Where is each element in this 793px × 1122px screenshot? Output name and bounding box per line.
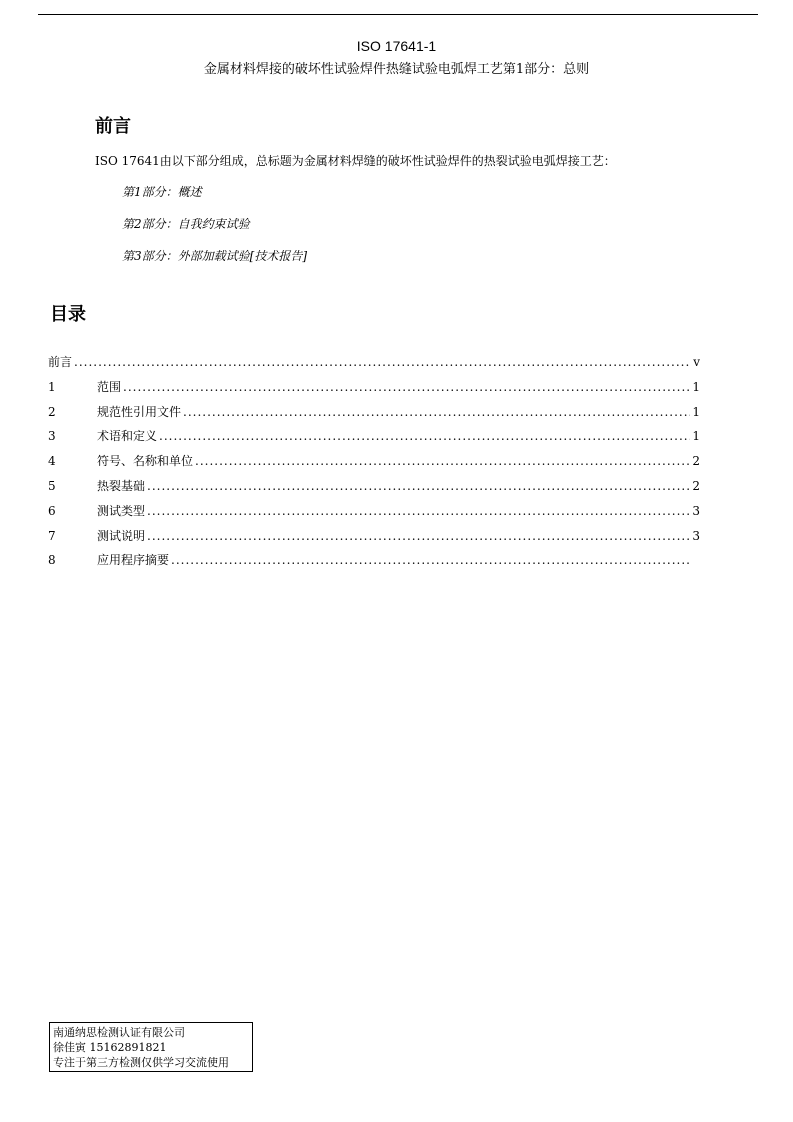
- toc-entry-title: 应用程序摘要: [97, 553, 170, 568]
- toc-heading: 目录: [50, 304, 86, 325]
- toc-entry-3[interactable]: [48, 428, 700, 453]
- toc-entry-1[interactable]: [48, 379, 700, 404]
- toc-entry-4[interactable]: [48, 453, 700, 478]
- company-stamp-box: [49, 1022, 253, 1072]
- toc-entry-title: 前言: [48, 355, 73, 369]
- toc-entry-page: 2: [692, 478, 700, 493]
- toc-entry-number: 2: [48, 404, 56, 419]
- toc-entry-page: 1: [692, 429, 700, 444]
- toc-entry-page: 1: [692, 404, 700, 419]
- toc-leader-dots: [171, 552, 690, 568]
- toc-entry-page: 2: [692, 454, 700, 469]
- toc-leader-dots: [147, 528, 690, 544]
- toc-entry-number: 1: [48, 379, 56, 394]
- toc-entry-page: v: [693, 355, 700, 369]
- toc-leader-dots: [183, 404, 690, 420]
- toc-entry-number: 3: [48, 429, 56, 444]
- toc-entry-number: 4: [48, 454, 56, 469]
- toc-leader-dots: [123, 379, 690, 395]
- toc-entry-title: 测试说明: [97, 528, 146, 543]
- foreword-heading: 前言: [95, 116, 131, 137]
- toc-entry-7[interactable]: [48, 528, 700, 553]
- stamp-notice: 专注于第三方检测仅供学习交流使用: [53, 1056, 229, 1069]
- toc-entry-title: 符号、名称和单位: [97, 454, 194, 469]
- document-title: 金属材料焊接的破坏性试验焊件热缝试验电弧焊工艺第1部分：总则: [203, 62, 590, 77]
- toc-entry-number: 7: [48, 528, 56, 543]
- toc-entry-6[interactable]: [48, 503, 700, 528]
- toc-leader-dots: [147, 503, 690, 519]
- toc-leader-dots: [147, 478, 690, 494]
- toc-leader-dots: [74, 354, 690, 370]
- toc-entry-2[interactable]: [48, 404, 700, 429]
- toc-leader-dots: [195, 453, 690, 469]
- toc-entry-page: 1: [692, 379, 700, 394]
- foreword-intro: ISO 17641由以下部分组成，总标题为金属材料焊缝的破坏性试验焊件的热裂试验电弧焊接工艺：: [95, 154, 616, 168]
- toc-entry-title: 规范性引用文件: [97, 404, 182, 419]
- toc-entry-number: 8: [48, 553, 56, 568]
- toc-entry-title: 术语和定义: [97, 429, 158, 444]
- toc-leader-dots: [159, 428, 690, 444]
- toc-entry-page: 3: [692, 503, 700, 518]
- part-item: 第1部分：概述: [122, 185, 202, 199]
- toc-entry-number: 5: [48, 478, 56, 493]
- stamp-contact: 徐佳寅 15162891821: [53, 1041, 167, 1054]
- header-rule: [38, 14, 758, 15]
- toc-entry-8[interactable]: [48, 552, 700, 577]
- toc-entry-title: 范围: [97, 379, 122, 394]
- part-item: 第2部分：自我约束试验: [122, 217, 250, 231]
- toc-entry-foreword[interactable]: [48, 354, 700, 379]
- table-of-contents: [48, 354, 700, 577]
- toc-entry-number: 6: [48, 503, 56, 518]
- stamp-company: 南通纳思检测认证有限公司: [53, 1026, 185, 1039]
- part-item: 第3部分：外部加载试验[技术报告]: [122, 249, 307, 263]
- document-number: ISO 17641-1: [356, 38, 437, 54]
- toc-entry-title: 热裂基础: [97, 478, 146, 493]
- toc-entry-5[interactable]: [48, 478, 700, 503]
- parts-list: [122, 184, 307, 280]
- toc-entry-page: 3: [692, 528, 700, 543]
- toc-entry-title: 测试类型: [97, 503, 146, 518]
